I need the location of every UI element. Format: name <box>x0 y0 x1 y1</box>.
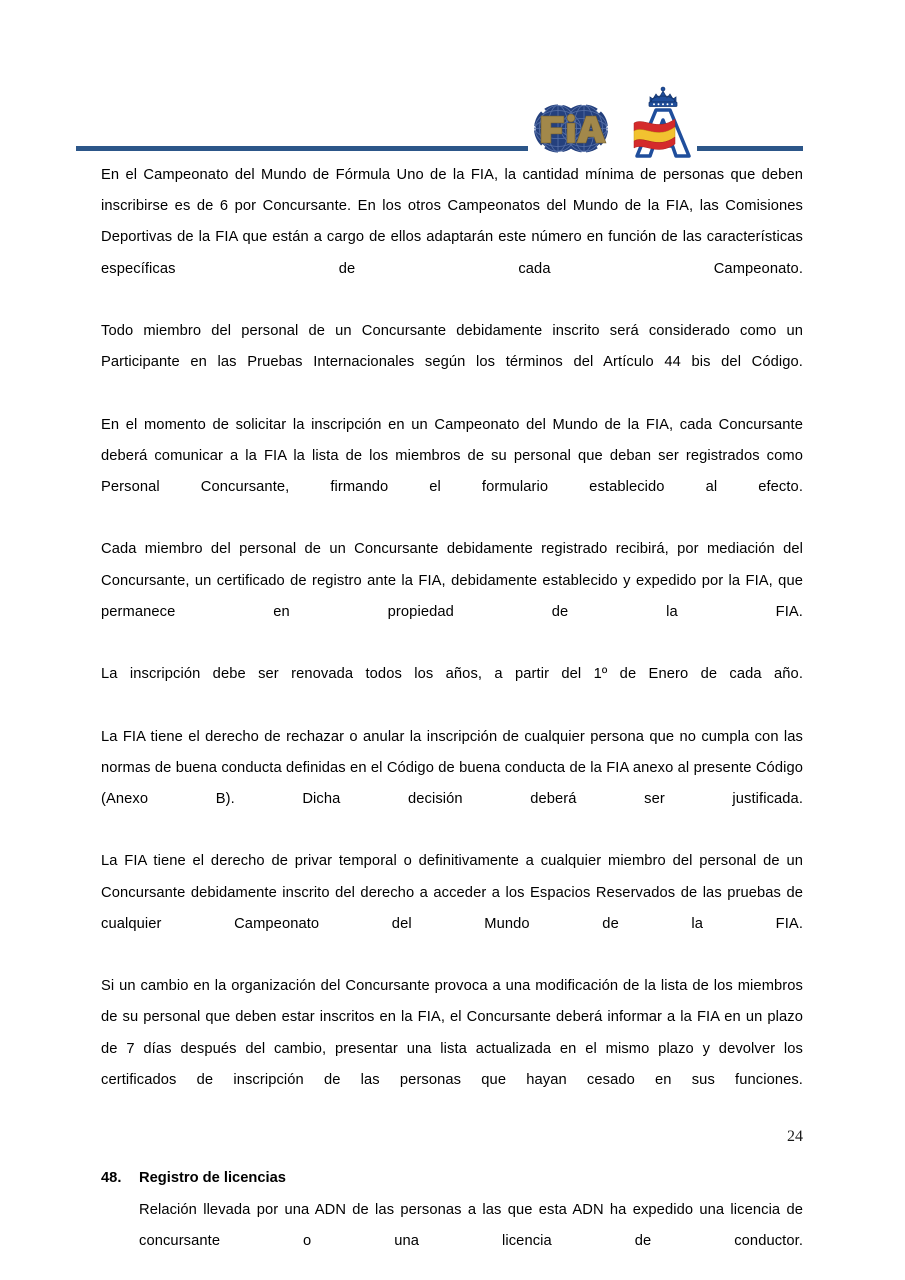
crown-icon <box>649 87 677 107</box>
paragraph: La FIA tiene el derecho de rechazar o anular la inscripción de cualquier persona que no cumpla con las normas de buena conducta definidas en el Código de buena conducta de la FIA anexo al presente Código (Anexo B). Dicha decisión deberá ser justificada. <box>101 728 803 808</box>
paragraph: En el momento de solicitar la inscripción en un Campeonato del Mundo de la FIA, cada Concursante deberá comunicar a la FIA la lista de los miembros de su personal que deban ser registrados como Personal Concursante, firmando el formulario establecido al efecto. <box>101 416 803 496</box>
paragraph: La FIA tiene el derecho de privar temporal o definitivamente a cualquier miembro del personal de un Concursante debidamente inscrito del derecho a acceder a los Espacios Reservados de las pruebas de cualquier Campeonato del Mundo de la FIA. <box>101 853 803 932</box>
section-paragraph: Relación llevada por una ADN de las personas a las que esta ADN ha expedido una licencia de concursante o una licencia de conductor. <box>139 1201 803 1249</box>
section-heading <box>101 1163 803 1194</box>
paragraph: Cada miembro del personal de un Concursante debidamente registrado recibirá, por mediación del Concursante, un certificado de registro ante la FIA, debidamente establecido y expedido por la FIA, que permanece en propiedad de la FIA. <box>101 541 803 620</box>
section-number: 48. <box>101 1170 122 1187</box>
paragraph: En el Campeonato del Mundo de Fórmula Uno de la FIA, la cantidad mínima de personas que deben inscribirse es de 6 por Concursante. En los otros Campeonatos del Mundo de la FIA, las Comisiones Deportivas de la FIA que están a cargo de ellos adaptarán este número en función de las características específicas de cada Campeonato. <box>101 167 803 277</box>
page-header <box>0 0 905 160</box>
fia-logo <box>530 101 612 156</box>
document-body <box>101 160 803 1280</box>
header-rule-right <box>697 146 803 151</box>
section-48 <box>101 1163 803 1280</box>
paragraph: La inscripción debe ser renovada todos los años, a partir del 1º de Enero de cada año. <box>101 666 803 683</box>
header-rule-left <box>76 146 528 151</box>
rfeda-logo <box>627 84 699 158</box>
page-number: 24 <box>787 1128 803 1145</box>
paragraph: Si un cambio en la organización del Concursante provoca a una modificación de la lista de los miembros de su personal que deben estar inscritos en la FIA, el Concursante deberá informar a la FIA en un plazo de 7 días después del cambio, presentar una lista actualizada en el mismo plazo y devolver los certificados de inscripción de las personas que hayan cesado en sus funciones. <box>101 978 803 1088</box>
section-title: Registro de licencias <box>139 1170 286 1187</box>
paragraph: Todo miembro del personal de un Concursante debidamente inscrito será considerado como un Participante en las Pruebas Internacionales según los términos del Artículo 44 bis del Código. <box>101 323 803 371</box>
